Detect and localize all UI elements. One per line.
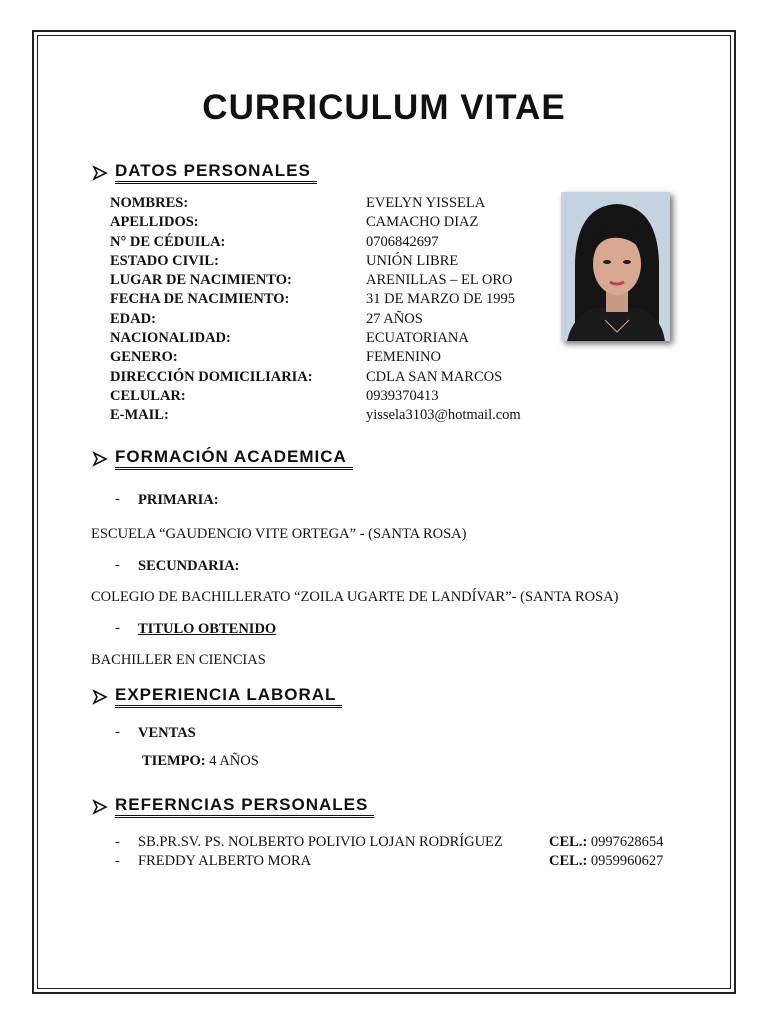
arrowhead-bullet-icon — [92, 165, 108, 181]
field-value: EVELYN YISSELA — [366, 195, 486, 211]
reference-phone — [549, 853, 663, 870]
profile-photo — [561, 192, 670, 341]
degree-value: BACHILLER EN CIENCIAS — [91, 652, 266, 668]
reference-phone — [549, 834, 663, 851]
list-dash: - — [115, 557, 120, 573]
job-duration — [142, 752, 259, 770]
document-title: CURRICULUM VITAE — [202, 88, 566, 127]
list-dash: - — [115, 853, 120, 869]
primary-label: PRIMARIA: — [138, 492, 219, 508]
personal-row — [110, 329, 550, 348]
secondary-school: COLEGIO DE BACHILLERATO “ZOILA UGARTE DE LANDÍVAR”- (SANTA ROSA) — [91, 589, 619, 605]
personal-row — [110, 252, 550, 271]
personal-row — [110, 194, 550, 213]
field-value: CAMACHO DIAZ — [366, 214, 479, 231]
field-label: CELULAR: — [110, 387, 186, 404]
cel-value: 0959960627 — [590, 853, 664, 869]
field-label: DIRECCIÓN DOMICILIARIA: — [110, 368, 313, 385]
job-title: VENTAS — [138, 725, 196, 741]
field-value: CDLA SAN MARCOS — [366, 368, 503, 385]
field-value: ECUATORIANA — [366, 330, 469, 347]
degree-label: TITULO OBTENIDO — [138, 621, 277, 637]
field-value: 0939370413 — [366, 387, 439, 404]
reference-name: FREDDY ALBERTO MORA — [138, 853, 312, 869]
section-title: FORMACIÓN ACADEMICA — [115, 447, 353, 470]
field-label: ESTADO CIVIL: — [110, 252, 219, 269]
section-education — [92, 447, 353, 470]
section-experience — [92, 685, 342, 708]
field-value: 31 DE MARZO DE 1995 — [366, 291, 516, 308]
personal-row — [110, 290, 550, 309]
field-value: FEMENINO — [366, 349, 441, 366]
reference-row — [115, 834, 685, 853]
field-label: NACIONALIDAD: — [110, 330, 231, 347]
personal-row — [110, 271, 550, 290]
field-label: FECHA DE NACIMIENTO: — [110, 291, 290, 308]
personal-row — [110, 387, 550, 406]
secondary-label: SECUNDARIA: — [138, 558, 240, 574]
section-references — [92, 795, 374, 818]
personal-row — [110, 233, 550, 252]
personal-row — [110, 310, 550, 329]
personal-row — [110, 348, 550, 367]
field-label: NOMBRES: — [110, 195, 189, 211]
field-value: UNIÓN LIBRE — [366, 252, 459, 269]
arrowhead-bullet-icon — [92, 689, 108, 705]
time-label: TIEMPO: — [142, 753, 206, 769]
personal-row — [110, 368, 550, 387]
primary-school: ESCUELA “GAUDENCIO VITE ORTEGA” - (SANTA ROSA) — [91, 526, 467, 542]
list-dash: - — [115, 834, 120, 850]
cel-label: CEL.: — [549, 834, 588, 850]
list-dash: - — [115, 620, 120, 636]
field-label: APELLIDOS: — [110, 214, 199, 231]
list-dash: - — [115, 491, 120, 507]
arrowhead-bullet-icon — [92, 451, 108, 467]
email-value: yissela3103@hotmail.com — [366, 407, 521, 424]
cel-label: CEL.: — [549, 853, 588, 869]
reference-name: SB.PR.SV. PS. NOLBERTO POLIVIO LOJAN RODRÍGUEZ — [138, 834, 503, 850]
section-title: DATOS PERSONALES — [115, 161, 317, 184]
field-label: E-MAIL: — [110, 407, 169, 424]
section-title: EXPERIENCIA LABORAL — [115, 685, 342, 708]
personal-row — [110, 406, 550, 425]
reference-row — [115, 853, 685, 872]
list-dash: - — [115, 724, 120, 740]
field-value: ARENILLAS – EL ORO — [366, 272, 513, 289]
field-label: GENERO: — [110, 349, 178, 366]
personal-data-table — [110, 194, 550, 426]
field-value: 27 AÑOS — [366, 310, 423, 327]
arrowhead-bullet-icon — [92, 799, 108, 815]
field-label: N° DE CÉDUILA: — [110, 233, 226, 250]
section-title: REFERNCIAS PERSONALES — [115, 795, 374, 818]
section-personal-data — [92, 161, 317, 184]
field-label: EDAD: — [110, 310, 156, 327]
personal-row — [110, 213, 550, 232]
cel-value: 0997628654 — [590, 834, 664, 850]
time-value: 4 AÑOS — [209, 753, 259, 769]
field-label: LUGAR DE NACIMIENTO: — [110, 272, 292, 289]
field-value: 0706842697 — [366, 233, 439, 250]
